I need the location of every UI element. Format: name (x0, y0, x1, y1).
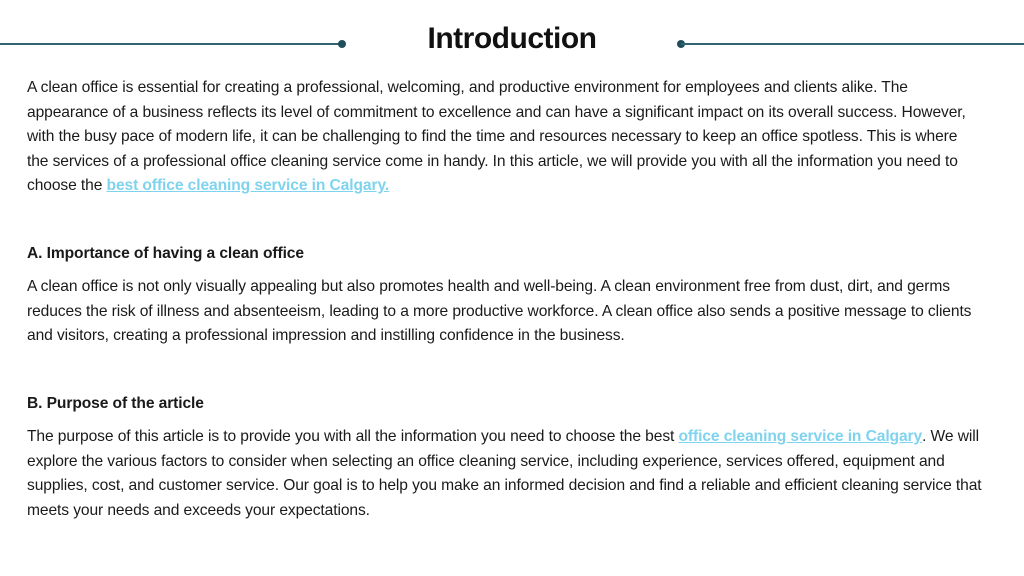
title-row (0, 20, 1024, 66)
office-cleaning-calgary-link[interactable]: office cleaning service in Calgary (678, 428, 923, 445)
section-b-paragraph (27, 425, 982, 523)
section-b-heading: B. Purpose of the article (27, 394, 204, 412)
section-a-paragraph: A clean office is not only visually appealing but also promotes health and well-being. A clean environment free from dust, dirt, and germs reduces the risk of illness and absenteeism, leading to a more productive workforce. A clean office also sends a positive message to clients and visitors, creating a professional impression and instilling confidence in the business. (27, 278, 972, 344)
section-b-text-before: The purpose of this article is to provide you with all the information you need to choose the best (27, 428, 679, 445)
section-a-heading: A. Importance of having a clean office (27, 244, 304, 262)
article-body (27, 76, 982, 523)
calgary-cleaning-link[interactable]: best office cleaning service in Calgary. (106, 177, 390, 194)
intro-text: A clean office is essential for creating a professional, welcoming, and productive environment for employees and clients alike. The appearance of a business reflects its level of commitment to excellence and can have a significant impact on its overall success. However, with the busy pace of modern life, it can be challenging to find the time and resources necessary to keep an office spotless. This is where the services of a professional office cleaning service come in handy. In this article, we will provide you with all the information you need to choose the (27, 79, 966, 194)
page-title: Introduction (427, 22, 597, 55)
section-b-text-after: . We will explore the various factors to consider when selecting an office cleaning service, including experience, services offered, equipment and supplies, cost, and customer service. Our goal is to help you make an informed decision and find a reliable and efficient cleaning service that meets your needs and exceeds your expectations. (27, 428, 982, 519)
right-divider-line (681, 43, 1024, 45)
intro-paragraph (27, 76, 982, 199)
